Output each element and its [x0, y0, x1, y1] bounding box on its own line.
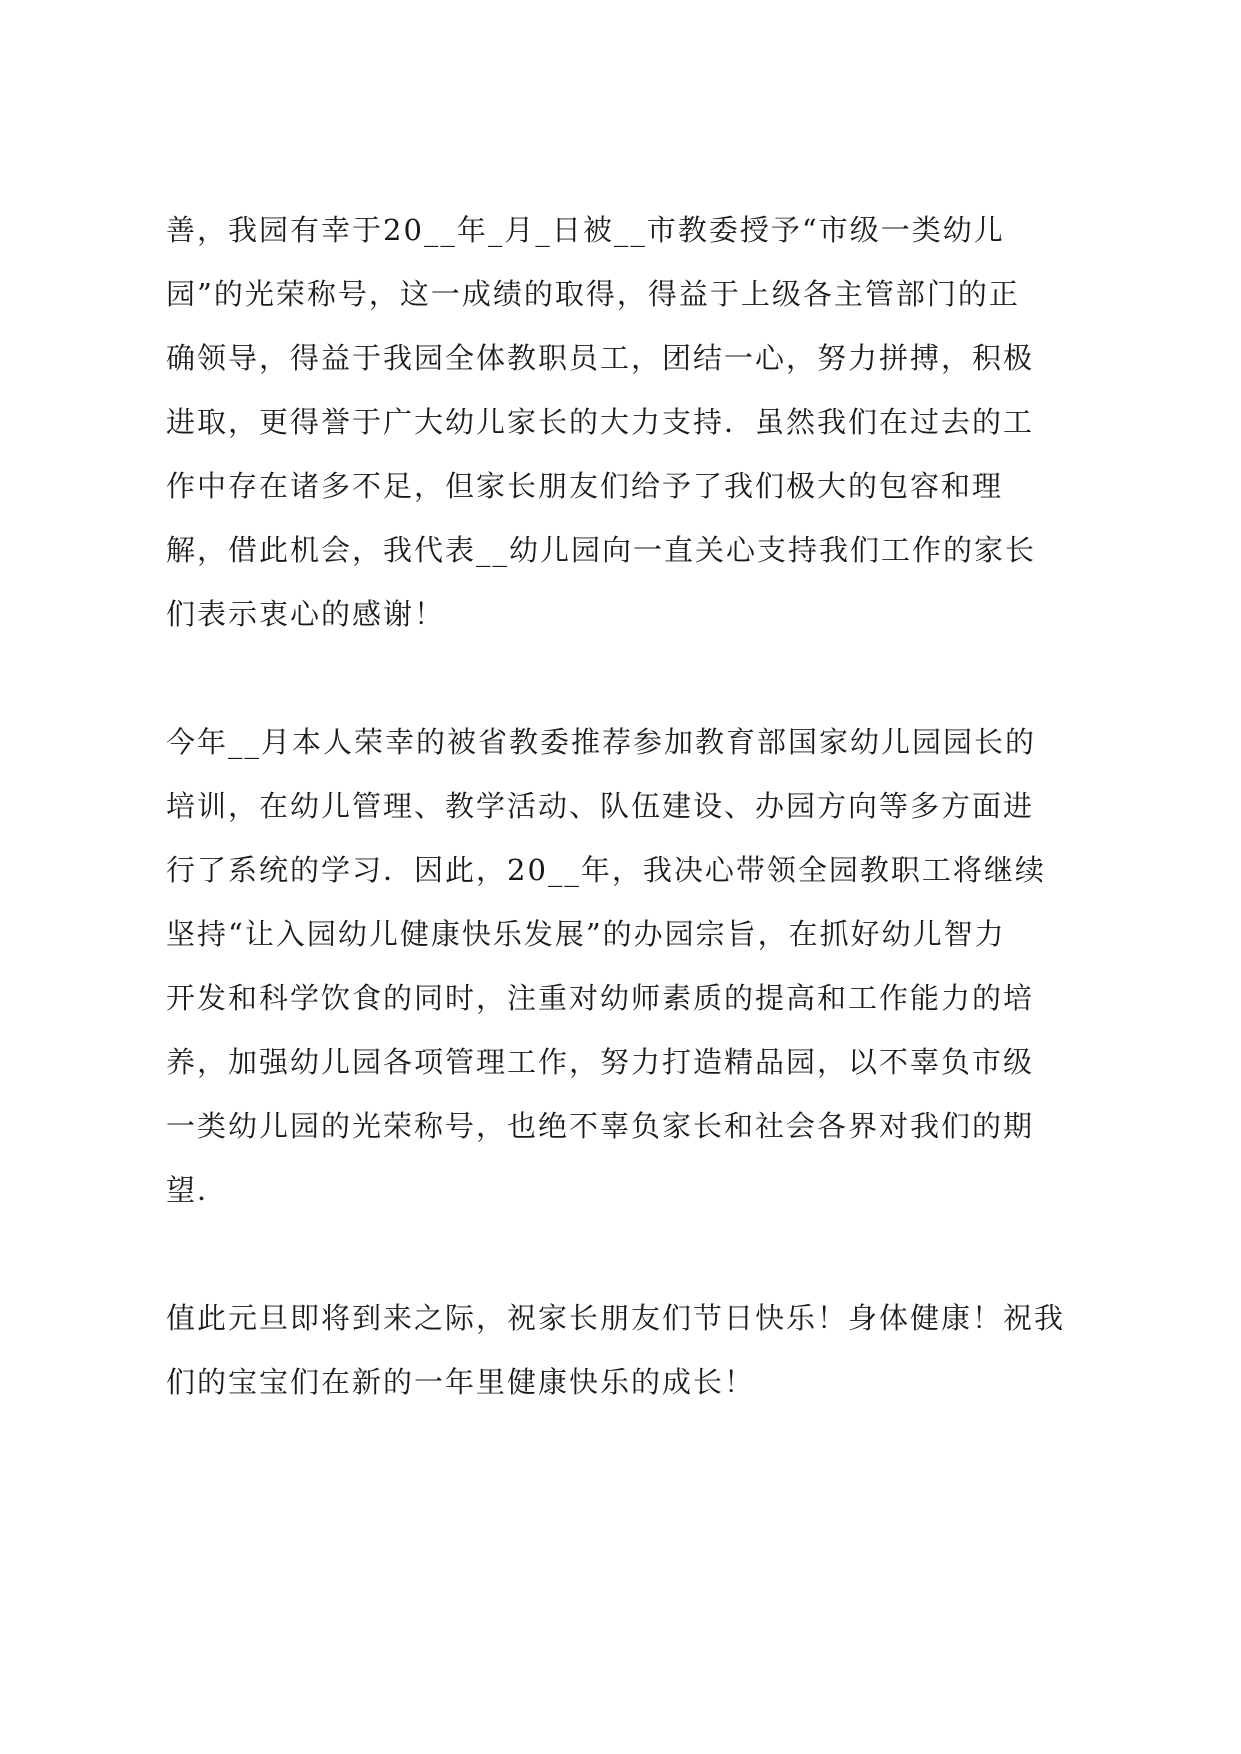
- paragraph-training: [166, 710, 1096, 1222]
- text-line: 作中存在诸多不足，但家长朋友们给予了我们极大的包容和理: [166, 469, 1004, 503]
- text-line: 养，加强幼儿园各项管理工作，努力打造精品园，以不辜负市级: [166, 1045, 1035, 1079]
- document-body: [166, 198, 1096, 1414]
- text-line: 确领导，得益于我园全体教职员工，团结一心，努力拼搏，积极: [166, 341, 1035, 375]
- text-line: 望．: [166, 1173, 229, 1207]
- text-line: 一类幼儿园的光荣称号，也绝不辜负家长和社会各界对我们的期: [166, 1109, 1035, 1143]
- paragraph-greeting: [166, 1286, 1096, 1414]
- text-line: 们表示衷心的感谢！: [166, 597, 446, 631]
- text-line: 坚持“让入园幼儿健康快乐发展”的办园宗旨，在抓好幼儿智力: [166, 917, 1006, 951]
- text-line: 行了系统的学习．因此，20__年，我决心带领全园教职工将继续: [166, 853, 1046, 887]
- text-line: 善，我园有幸于20__年_月_日被__市教委授予“市级一类幼儿: [166, 213, 1005, 247]
- paragraph-thanks: [166, 198, 1096, 646]
- text-line: 园”的光荣称号，这一成绩的取得，得益于上级各主管部门的正: [166, 277, 1020, 311]
- paragraph-spacer: [166, 646, 1096, 710]
- text-line: 们的宝宝们在新的一年里健康快乐的成长！: [166, 1365, 756, 1399]
- text-line: 今年__月本人荣幸的被省教委推荐参加教育部国家幼儿园园长的: [166, 725, 1037, 759]
- paragraph-spacer: [166, 1222, 1096, 1286]
- text-line: 培训，在幼儿管理、教学活动、队伍建设、办园方向等多方面进: [166, 789, 1035, 823]
- text-line: 进取，更得誉于广大幼儿家长的大力支持．虽然我们在过去的工: [166, 405, 1035, 439]
- text-line: 开发和科学饮食的同时，注重对幼师素质的提高和工作能力的培: [166, 981, 1035, 1015]
- text-line: 值此元旦即将到来之际，祝家长朋友们节日快乐！身体健康！祝我: [166, 1301, 1066, 1335]
- text-line: 解，借此机会，我代表__幼儿园向一直关心支持我们工作的家长: [166, 533, 1037, 567]
